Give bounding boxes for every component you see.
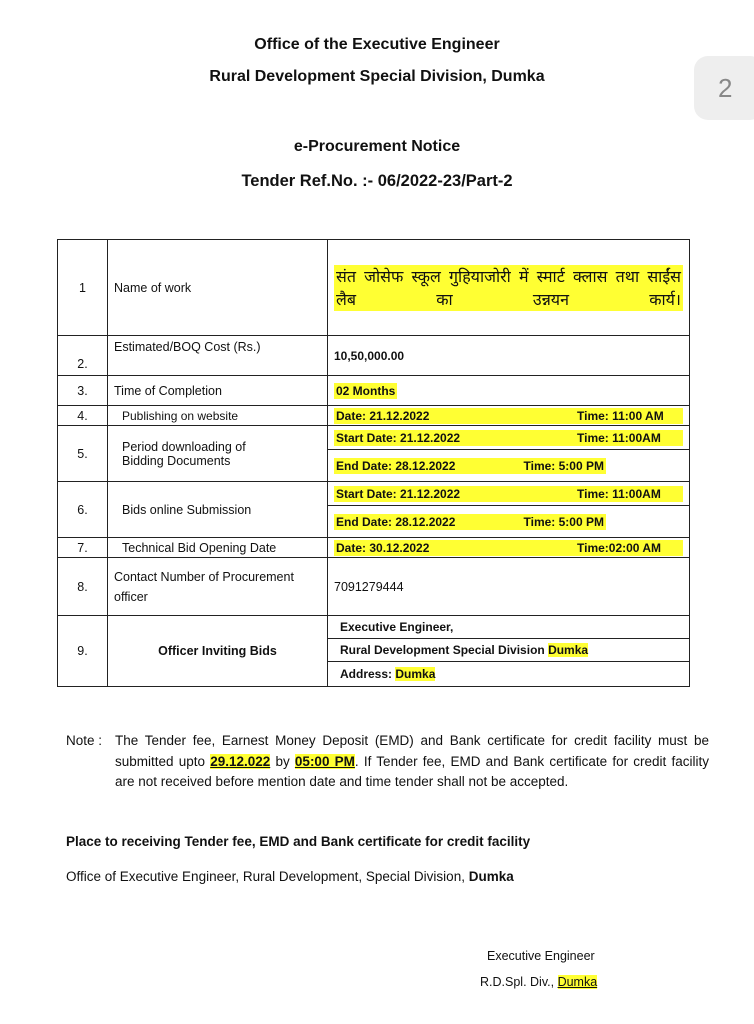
signature-division-text: R.D.Spl. Div., xyxy=(480,975,558,989)
row-label: Officer Inviting Bids xyxy=(108,616,328,687)
note-deadline-date: 29.12.022 xyxy=(210,753,271,769)
row-number: 5. xyxy=(58,426,108,482)
download-start-date: Start Date: 21.12.2022 xyxy=(336,430,461,445)
name-of-work-text: संत जोसेफ स्कूल गुहियाजोरी में स्मार्ट क्लास तथा साईंस लैब का उन्नयन कार्य। xyxy=(336,266,681,309)
officer-division-place: Dumka xyxy=(548,643,589,657)
row-number: 8. xyxy=(58,558,108,616)
officer-designation: Executive Engineer, xyxy=(328,616,689,639)
table-row xyxy=(58,538,690,558)
row-label: Estimated/BOQ Cost (Rs.) xyxy=(108,336,328,376)
completion-time-value: 02 Months xyxy=(336,383,396,398)
row-label: Name of work xyxy=(108,240,328,336)
row-label: Publishing on website xyxy=(108,406,328,426)
row-label: Time of Completion xyxy=(108,376,328,406)
tender-ref: Tender Ref.No. :- 06/2022-23/Part-2 xyxy=(241,172,513,190)
row-number: 7. xyxy=(58,538,108,558)
note-section xyxy=(66,731,709,793)
download-period-label-line2: Bidding Documents xyxy=(122,453,231,468)
note-label: Note : xyxy=(66,733,103,748)
table-row xyxy=(58,376,690,406)
note-deadline-time: 05:00 PM xyxy=(294,753,355,769)
publishing-datetime xyxy=(334,408,683,424)
tender-details-table xyxy=(57,239,690,687)
table-row xyxy=(58,240,690,336)
row-number: 1 xyxy=(58,240,108,336)
table-row xyxy=(58,426,690,450)
division-title: Rural Development Special Division, Dumka xyxy=(209,68,545,85)
officer-address-place: Dumka xyxy=(395,667,436,681)
table-row xyxy=(58,482,690,506)
submission-end-datetime xyxy=(334,514,606,530)
submission-end-time: Time: 5:00 PM xyxy=(523,514,604,529)
office-title: Office of the Executive Engineer xyxy=(254,36,500,53)
place-text-prefix: Office of Executive Engineer, Rural Development, Special Division, xyxy=(66,869,469,884)
contact-number-value: 7091279444 xyxy=(328,558,690,616)
signature-division xyxy=(480,975,597,989)
notice-title: e-Procurement Notice xyxy=(293,138,461,155)
row-value xyxy=(328,240,690,336)
download-end-time: Time: 5:00 PM xyxy=(523,458,604,473)
note-text-part2: by xyxy=(270,753,295,769)
officer-inviting-bids-value xyxy=(328,616,690,687)
page-number-badge: 2 xyxy=(694,56,754,120)
officer-address-label: Address: xyxy=(340,667,396,681)
officer-division-text: Rural Development Special Division xyxy=(340,643,549,657)
bid-opening-time: Time:02:00 AM xyxy=(577,540,662,555)
download-period-label-line1: Period downloading of xyxy=(122,439,246,454)
download-start-time: Time: 11:00AM xyxy=(577,430,661,445)
row-label: Technical Bid Opening Date xyxy=(108,538,328,558)
place-title: Place to receiving Tender fee, EMD and Bank certificate for credit facility xyxy=(66,834,531,849)
place-text-place: Dumka xyxy=(468,869,514,884)
signature-division-place: Dumka xyxy=(557,975,598,989)
table-row xyxy=(58,336,690,376)
officer-address xyxy=(328,662,689,686)
note-text xyxy=(115,731,709,793)
row-label xyxy=(108,426,328,482)
note-text-part3: . If Tender fee, EMD and Bank certificate for credit facility are not received before mention date and time tender shall not be accepted. xyxy=(115,753,710,789)
submission-start-date: Start Date: 21.12.2022 xyxy=(336,486,461,501)
table-row xyxy=(58,406,690,426)
signature-designation: Executive Engineer xyxy=(487,949,595,963)
table-row xyxy=(58,558,690,616)
estimated-cost-value: 10,50,000.00 xyxy=(328,336,690,376)
publishing-time: Time: 11:00 AM xyxy=(577,408,664,423)
download-end-datetime xyxy=(334,458,606,474)
row-number: 4. xyxy=(58,406,108,426)
publishing-date: Date: 21.12.2022 xyxy=(336,408,430,423)
row-number: 2. xyxy=(58,336,108,376)
row-label: Contact Number of Procurement officer xyxy=(108,558,328,616)
row-number: 6. xyxy=(58,482,108,538)
place-text xyxy=(66,869,514,884)
bid-opening-datetime xyxy=(334,540,683,556)
submission-end-date: End Date: 28.12.2022 xyxy=(336,514,456,529)
row-number: 3. xyxy=(58,376,108,406)
row-number: 9. xyxy=(58,616,108,687)
row-label: Bids online Submission xyxy=(108,482,328,538)
officer-division xyxy=(328,639,689,662)
download-start-datetime xyxy=(334,430,683,446)
note-text-part1: The Tender fee, Earnest Money Deposit (EMD) and Bank certificate for credit facility must be submitted upto xyxy=(115,733,709,769)
table-row xyxy=(58,616,690,687)
submission-start-datetime xyxy=(334,486,683,502)
submission-start-time: Time: 11:00AM xyxy=(577,486,661,501)
download-end-date: End Date: 28.12.2022 xyxy=(336,458,456,473)
bid-opening-date: Date: 30.12.2022 xyxy=(336,540,430,555)
